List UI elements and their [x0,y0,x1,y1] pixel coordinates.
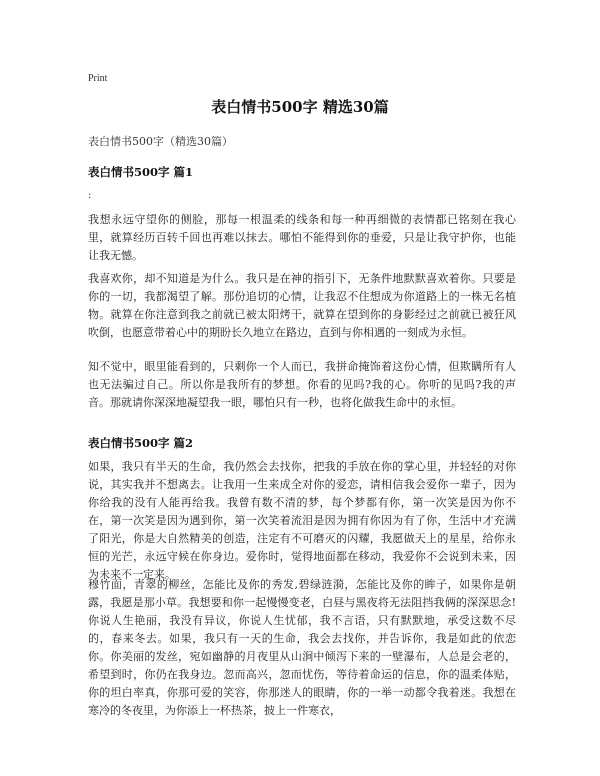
section-2-paragraph: 穆竹面，青翠的柳丝，怎能比及你的秀发,碧绿涟漪，怎能比及你的眸子，如果你是朝露，我愿是那小草。我想要和你一起慢慢变老，白昼与黑夜将无法阻挡我俩的深深思念!你说人生艳丽，我没有异议，你说人生忧郁，我不言语，只有默默地，承受这数不尽的，春来冬去。如果，我只有一天的生命，我会去找你，并告诉你，我是如此的依恋你。你美丽的发丝，宛如幽静的月夜里从山涧中倾泻下来的一壁瀑布，人总是会老的，希望到时，你仍在我身边。忽而高兴，忽而忧伤，等待着命运的信息，你的温柔体贴，你的坦白率真，你那可爱的笑容，你那迷人的眼睛，你的一举一动都令我着迷。我想在寒冷的冬夜里，为你添上一杯热茶，披上一件寒衣， [88,578,516,717]
section-1-marker: : [88,190,92,201]
section-1-paragraph: 我喜欢你，却不知道是为什么。我只是在神的指引下，无条件地默默喜欢着你。只要是你的一切，我都渴望了解。那份追切的心情，让我忍不住想成为你道路上的一株无名植物。就算在你注意到我之前就已被太阳烤干，就算在望到你的身影经过之前就已被狂风吹倒，也愿意带着心中的期盼长久地立在路边，直到与你相遇的一刻成为永恒。 [88,272,516,339]
section-2-title: 表白情书500字 篇2 [88,436,194,450]
document-subtitle: 表白情书500字（精选30篇） [88,135,233,148]
section-1-paragraph: 知不觉中，眼里能看到的，只剩你一个人而已，我拼命掩饰着这份心情，但欺瞒所有人也无法骗过自己。所以你是我所有的梦想。你看的见吗?我的心。你听的见吗?我的声音。那就请你深深地凝望我一眼，哪怕只有一秒，也将化做我生命中的永恒。 [88,360,516,409]
section-1-paragraph: 我想永远守望你的侧脸，那每一根温柔的线条和每一种再细微的表情都已铭刻在我心里，就算经历百转千回也再难以抹去。哪怕不能得到你的垂爱，只是让我守护你，也能让我无憾。 [88,213,516,262]
print-label[interactable]: Print [88,73,108,84]
section-1-title: 表白情书500字 篇1 [88,165,194,179]
document-title: 表白情书500字 精选30篇 [211,98,389,116]
section-2-paragraph: 如果，我只有半天的生命，我仍然会去找你，把我的手放在你的掌心里，并轻轻的对你说，其实我并不想离去。让我用一生来成全对你的爱恋，请相信我会爱你一辈子，因为你给我的没有人能再给我。我曾有数不清的梦，每个梦都有你，第一次笑是因为你不在，第一次笑是因为遇到你，第一次笑着流泪是因为拥有你因为有了你，生活中才充满了阳光，你是大自然精美的创造，注定有不可磨灭的闪耀，我愿做天上的星星，给你永恒的光芒，永远守候在你身边。爱你时，觉得地面都在移动，我爱你不会说到未来，因为未来不一定来。 [88,460,516,581]
